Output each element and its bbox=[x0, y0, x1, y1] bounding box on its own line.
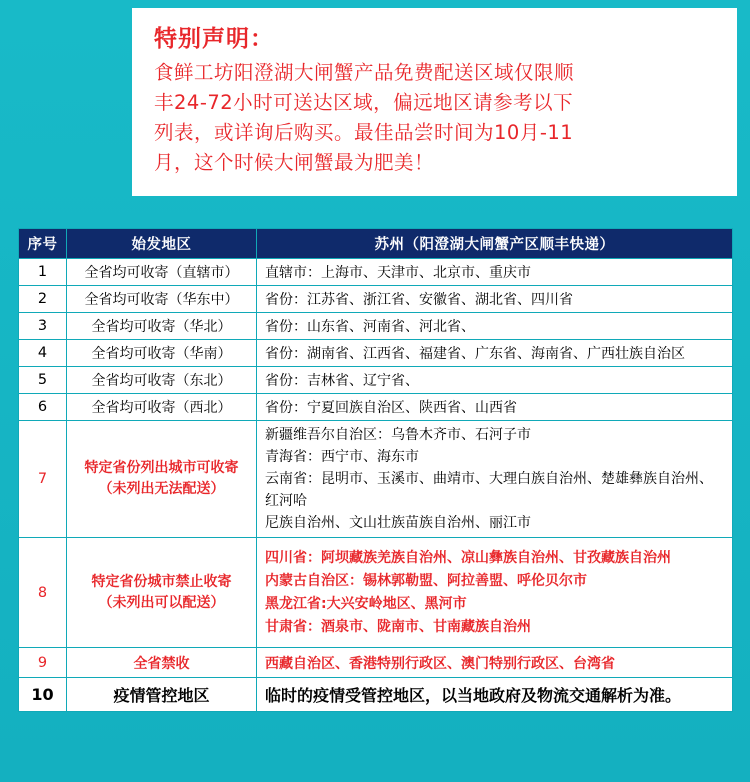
cell-origin bbox=[67, 538, 257, 648]
table-row bbox=[19, 648, 733, 678]
cell-origin: 疫情管控地区 bbox=[67, 678, 257, 712]
table-row bbox=[19, 313, 733, 340]
cell-no: 9 bbox=[19, 648, 67, 678]
cell-dest: 西藏自治区、香港特别行政区、澳门特别行政区、台湾省 bbox=[257, 648, 733, 678]
cell-dest-line: 四川省：阿坝藏族羌族自治州、凉山彝族自治州、甘孜藏族自治州 bbox=[265, 549, 671, 566]
cell-no: 7 bbox=[19, 421, 67, 538]
cell-origin bbox=[67, 421, 257, 538]
cell-no: 8 bbox=[19, 538, 67, 648]
column-header-no: 序号 bbox=[19, 229, 67, 259]
cell-dest: 省份：宁夏回族自治区、陕西省、山西省 bbox=[257, 394, 733, 421]
table-body bbox=[19, 259, 733, 712]
notice-body bbox=[154, 58, 719, 178]
cell-dest-line: 青海省：西宁市、海东市 bbox=[265, 449, 419, 465]
table-row bbox=[19, 367, 733, 394]
cell-no: 3 bbox=[19, 313, 67, 340]
cell-no: 10 bbox=[19, 678, 67, 712]
notice-line: 月，这个时候大闸蟹最为肥美！ bbox=[154, 151, 435, 174]
cell-origin-line: 特定省份列出城市可收寄 bbox=[84, 460, 239, 476]
cell-dest: 省份：山东省、河南省、河北省、 bbox=[257, 313, 733, 340]
cell-no: 1 bbox=[19, 259, 67, 286]
table-row bbox=[19, 340, 733, 367]
table-row bbox=[19, 286, 733, 313]
table-row bbox=[19, 259, 733, 286]
cell-origin: 全省均可收寄（东北） bbox=[67, 367, 257, 394]
cell-dest-line: 内蒙古自治区：锡林郭勒盟、阿拉善盟、呼伦贝尔市 bbox=[265, 572, 587, 589]
cell-origin-line: （未列出可以配送） bbox=[98, 594, 225, 611]
table-row bbox=[19, 538, 733, 648]
cell-dest bbox=[257, 421, 733, 538]
cell-origin: 全省均可收寄（西北） bbox=[67, 394, 257, 421]
cell-dest-line: 新疆维吾尔自治区：乌鲁木齐市、石河子市 bbox=[265, 427, 531, 443]
cell-dest-line: 云南省：昆明市、玉溪市、曲靖市、大理白族自治州、楚雄彝族自治州、红河哈 bbox=[265, 471, 713, 509]
cell-no: 6 bbox=[19, 394, 67, 421]
cell-origin: 全省均可收寄（华北） bbox=[67, 313, 257, 340]
delivery-table-wrapper bbox=[18, 228, 732, 712]
cell-origin: 全省禁收 bbox=[67, 648, 257, 678]
cell-origin: 全省均可收寄（华东中） bbox=[67, 286, 257, 313]
cell-origin: 全省均可收寄（直辖市） bbox=[67, 259, 257, 286]
cell-dest bbox=[257, 538, 733, 648]
cell-no: 2 bbox=[19, 286, 67, 313]
cell-dest: 省份：吉林省、辽宁省、 bbox=[257, 367, 733, 394]
cell-dest-line: 甘肃省：酒泉市、陇南市、甘南藏族自治州 bbox=[265, 618, 531, 635]
cell-no: 5 bbox=[19, 367, 67, 394]
delivery-table bbox=[18, 228, 733, 712]
cell-dest: 省份：湖南省、江西省、福建省、广东省、海南省、广西壮族自治区 bbox=[257, 340, 733, 367]
notice-line: 丰24-72小时可送达区域，偏远地区请参考以下 bbox=[154, 91, 574, 114]
notice-line: 食鲜工坊阳澄湖大闸蟹产品免费配送区域仅限顺 bbox=[154, 61, 575, 84]
cell-origin: 全省均可收寄（华南） bbox=[67, 340, 257, 367]
table-header bbox=[19, 229, 733, 259]
table-header-row bbox=[19, 229, 733, 259]
notice-box bbox=[132, 8, 737, 196]
cell-origin-line: （未列出无法配送） bbox=[98, 481, 225, 497]
column-header-dest: 苏州（阳澄湖大闸蟹产区顺丰快递） bbox=[257, 229, 733, 259]
notice-line: 列表，或详询后购买。最佳品尝时间为10月-11 bbox=[154, 121, 574, 144]
table-row bbox=[19, 678, 733, 712]
cell-origin-line: 特定省份城市禁止收寄 bbox=[91, 573, 232, 590]
notice-title: 特别声明： bbox=[154, 26, 274, 52]
cell-dest-line: 尼族自治州、文山壮族苗族自治州、丽江市 bbox=[265, 515, 531, 531]
cell-dest: 省份：江苏省、浙江省、安徽省、湖北省、四川省 bbox=[257, 286, 733, 313]
table-row bbox=[19, 394, 733, 421]
cell-dest: 临时的疫情受管控地区，以当地政府及物流交通解析为准。 bbox=[257, 678, 733, 712]
table-row bbox=[19, 421, 733, 538]
cell-no: 4 bbox=[19, 340, 67, 367]
column-header-origin: 始发地区 bbox=[67, 229, 257, 259]
cell-dest: 直辖市：上海市、天津市、北京市、重庆市 bbox=[257, 259, 733, 286]
cell-dest-line: 黑龙江省:大兴安岭地区、黑河市 bbox=[265, 595, 467, 612]
